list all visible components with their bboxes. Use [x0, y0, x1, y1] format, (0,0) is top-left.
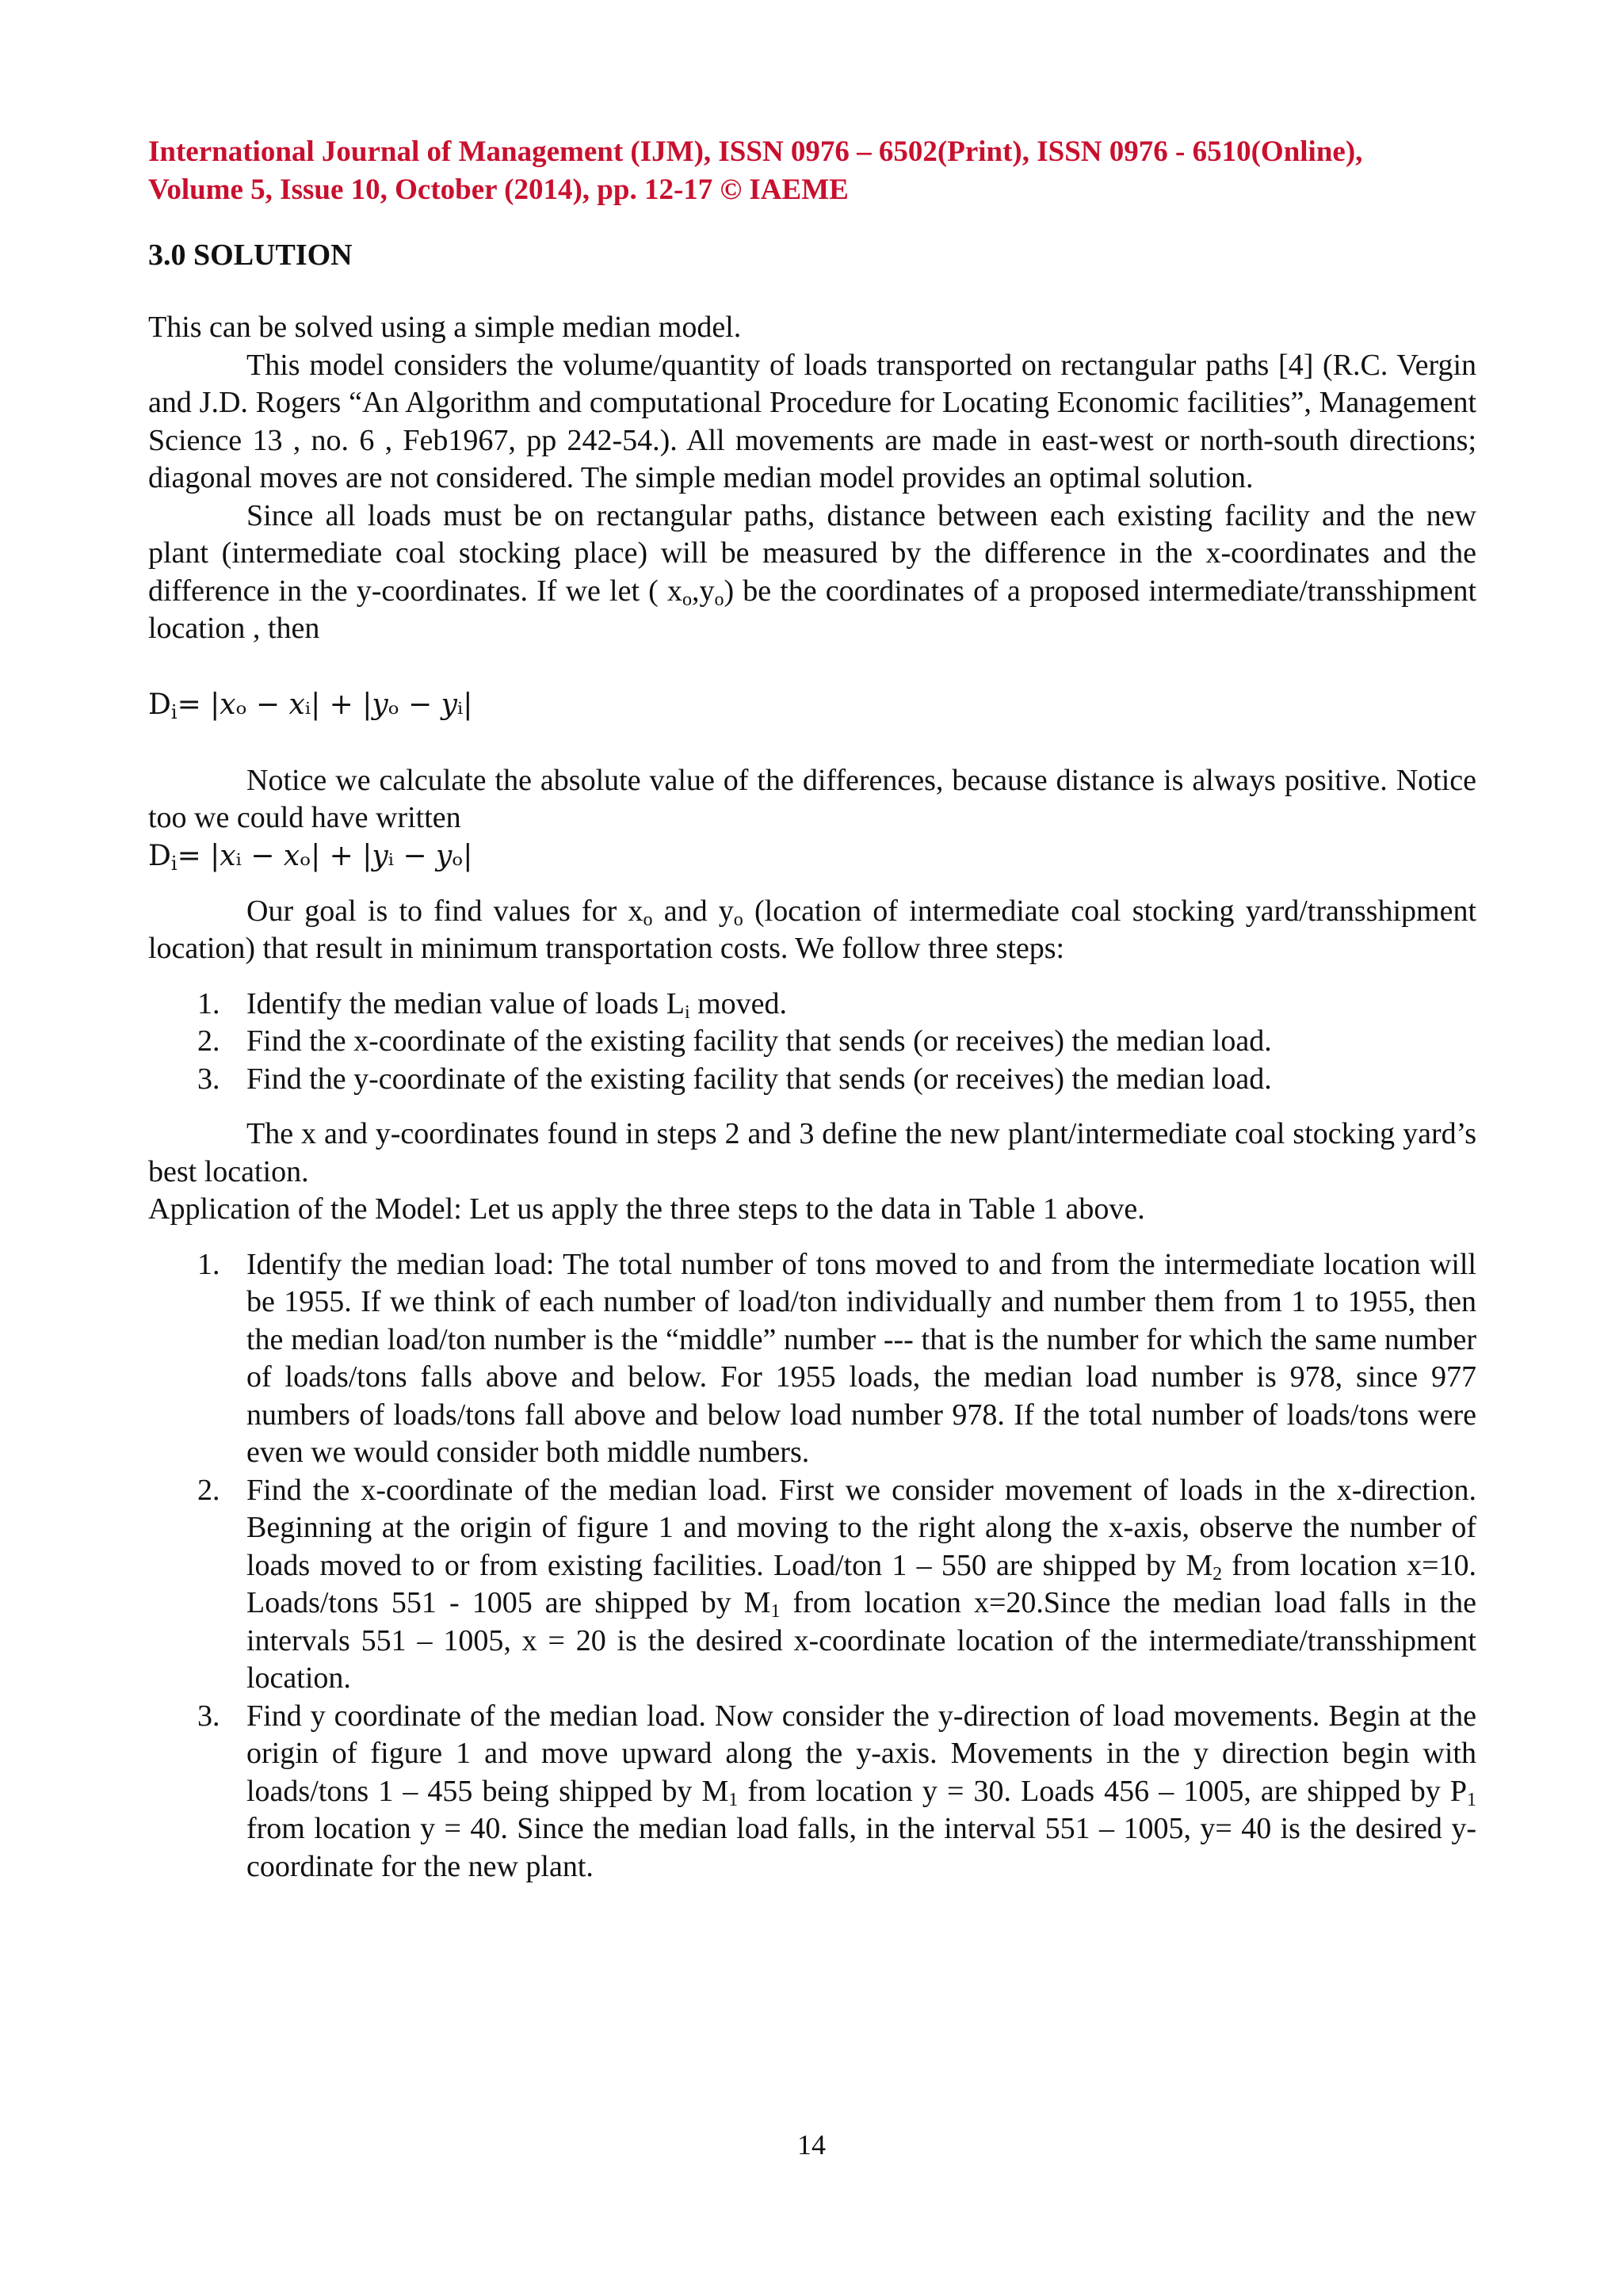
paragraph-intro: This can be solved using a simple median model. — [148, 311, 742, 344]
section-title: 3.0 SOLUTION — [148, 238, 353, 272]
journal-header-line1: International Journal of Management (IJM), ISSN 0976 – 6502(Print), ISSN 0976 - 6510(Online), — [148, 135, 1363, 168]
body-text — [148, 309, 1476, 1886]
list-item: 1. Identify the median value of loads $L_i$ moved. — [197, 986, 788, 1023]
equation-distance-2: $D_i=$ |𝑥ᵢ − 𝑥ₒ| + |𝑦ᵢ − 𝑦ₒ| — [148, 839, 473, 875]
list-item: 3. Find the y-coordinate of the existing facility that sends (or receives) the median load. — [197, 1062, 1272, 1096]
page-number: 14 — [797, 2129, 826, 2161]
paragraph-best-location: The x and y-coordinates found in steps 2 and 3 define the new plant/intermediate coal stocking yard’s best location. — [148, 1117, 1476, 1188]
list-item: 3. Find y coordinate of the median load. Now consider the y-direction of load movements. Begin at the origin of figure 1 and move upward along the y-axis. Movements in the y direction begin with loads/tons 1 – 455 being shipped by $M_1$ from location y = 30. Loads 456 – 1005, are shipped by $P_1$ from location y = 40. Since the median load falls, in the interval 551 – 1005, y= 40 is the desired y-coordinate for the new plant. — [197, 1699, 1476, 1883]
paragraph-application: Application of the Model: Let us apply the three steps to the data in Table 1 above. — [148, 1192, 1145, 1226]
paragraph-goal: Our goal is to find values for $x_o$ and $y_o$ (location of intermediate coal stocking yard/transshipment location) that result in minimum transportation costs. We follow three steps: — [148, 894, 1477, 965]
application-list — [148, 1246, 1476, 1886]
journal-header — [148, 133, 1476, 209]
journal-header-line2: Volume 5, Issue 10, October (2014), pp. 12-17 © IAEME — [148, 174, 849, 206]
list-item: 2. Find the x-coordinate of the median load. First we consider movement of loads in the x-direction. Beginning at the origin of figure 1 and moving to the right along the x-axis, observe the number of loads moved to or from existing facilities. Load/ton 1 – 550 are shipped by $M_2$ from location x=10. Loads/tons 551 - 1005 are shipped by $M_1$ from location x=20.Since the median load falls in the intervals 551 – 1005, x = 20 is the desired x-coordinate location of the intermediate/transshipment location. — [197, 1473, 1477, 1695]
equation-distance-1: $D_i=$ |𝑥ₒ − 𝑥ᵢ| + |𝑦ₒ − 𝑦ᵢ| — [148, 688, 473, 723]
list-item: 1. Identify the median load: The total number of tons moved to and from the intermediate location will be 1955. If we think of each number of load/ton individually and number them from 1 to 1955, then the median load/ton number is the “middle” number --- that is the number for which the same number of loads/tons falls above and below. For 1955 loads, the median load number is 978, since 977 numbers of loads/tons fall above and below load number 978. If the total number of loads/tons were even we would consider both middle numbers. — [197, 1247, 1476, 1469]
steps-list — [148, 986, 1476, 1099]
paragraph-model-description: This model considers the volume/quantity of loads transported on rectangular paths [4] (R.C. Vergin and J.D. Rogers “An Algorithm and computational Procedure for Locating Economic facilities”, Management Science 13 , no. 6 , Feb1967, pp 242-54.). All movements are made in east-west or north-south directions; diagonal moves are not considered. The simple median model provides an optimal solution. — [148, 348, 1476, 494]
paragraph-absolute-value: Notice we calculate the absolute value of the differences, because distance is always positive. Notice too we could have written — [148, 763, 1476, 834]
paragraph-rectangular-paths: Since all loads must be on rectangular paths, distance between each existing facility and the new plant (intermediate coal stocking place) will be measured by the difference in the x-coordinates and the difference in the y-coordinates. If we let ( $x_o,y_o$) be the coordinates of a proposed intermediate/transshipment location , then — [148, 498, 1477, 645]
list-item: 2. Find the x-coordinate of the existing facility that sends (or receives) the median load. — [197, 1024, 1272, 1058]
